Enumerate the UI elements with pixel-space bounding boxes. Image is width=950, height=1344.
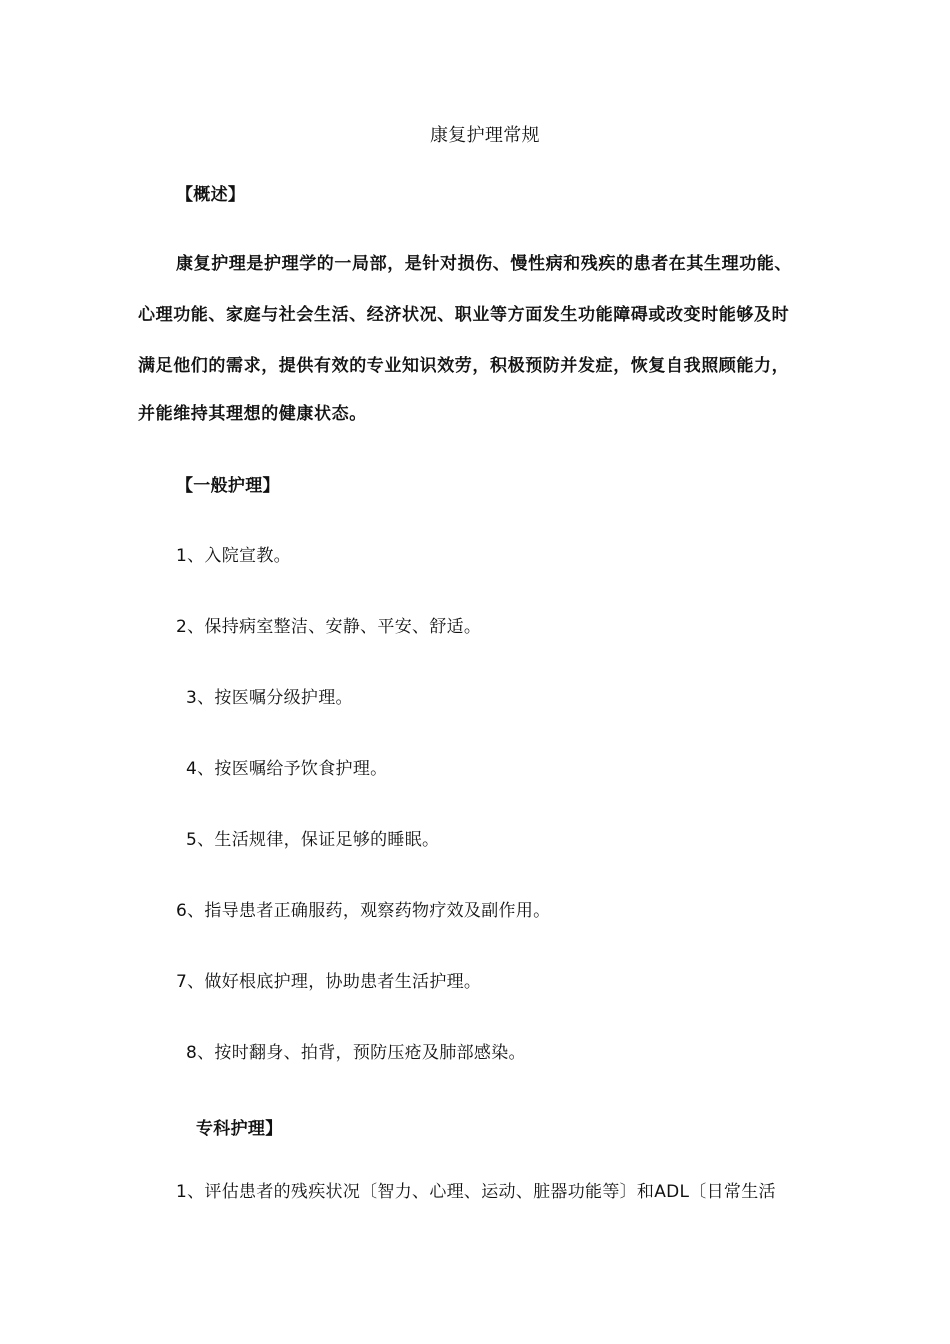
general-care-item: 8、按时翻身、拍背，预防压疮及肺部感染。 (186, 1043, 526, 1063)
general-care-item: 3、按医嘱分级护理。 (186, 688, 353, 708)
general-care-item: 4、按医嘱给予饮食护理。 (186, 759, 388, 779)
specialty-care-heading: 专科护理】 (196, 1119, 283, 1139)
general-care-item: 1、入院宣教。 (176, 546, 291, 566)
overview-line: 心理功能、家庭与社会生活、经济状况、职业等方面发生功能障碍或改变时能够及时 (138, 305, 790, 325)
general-care-item: 5、生活规律，保证足够的睡眠。 (186, 830, 440, 850)
overview-line: 康复护理是护理学的一局部，是针对损伤、慢性病和残疾的患者在其生理功能、 (176, 254, 792, 274)
general-care-item: 2、保持病室整洁、安静、平安、舒适。 (176, 617, 482, 637)
general-care-item: 7、做好根底护理，协助患者生活护理。 (176, 972, 482, 992)
general-care-item: 6、指导患者正确服药，观察药物疗效及副作用。 (176, 901, 551, 921)
overview-line: 满足他们的需求，提供有效的专业知识效劳，积极预防并发症，恢复自我照顾能力， (138, 356, 790, 376)
specialty-care-item: 1、评估患者的残疾状况〔智力、心理、运动、脏器功能等〕和ADL〔日常生活 (176, 1182, 776, 1202)
overview-line: 并能维持其理想的健康状态。 (138, 404, 367, 424)
general-care-heading: 【一般护理】 (176, 476, 280, 496)
document-title: 康复护理常规 (430, 125, 540, 146)
overview-heading: 【概述】 (176, 185, 246, 205)
